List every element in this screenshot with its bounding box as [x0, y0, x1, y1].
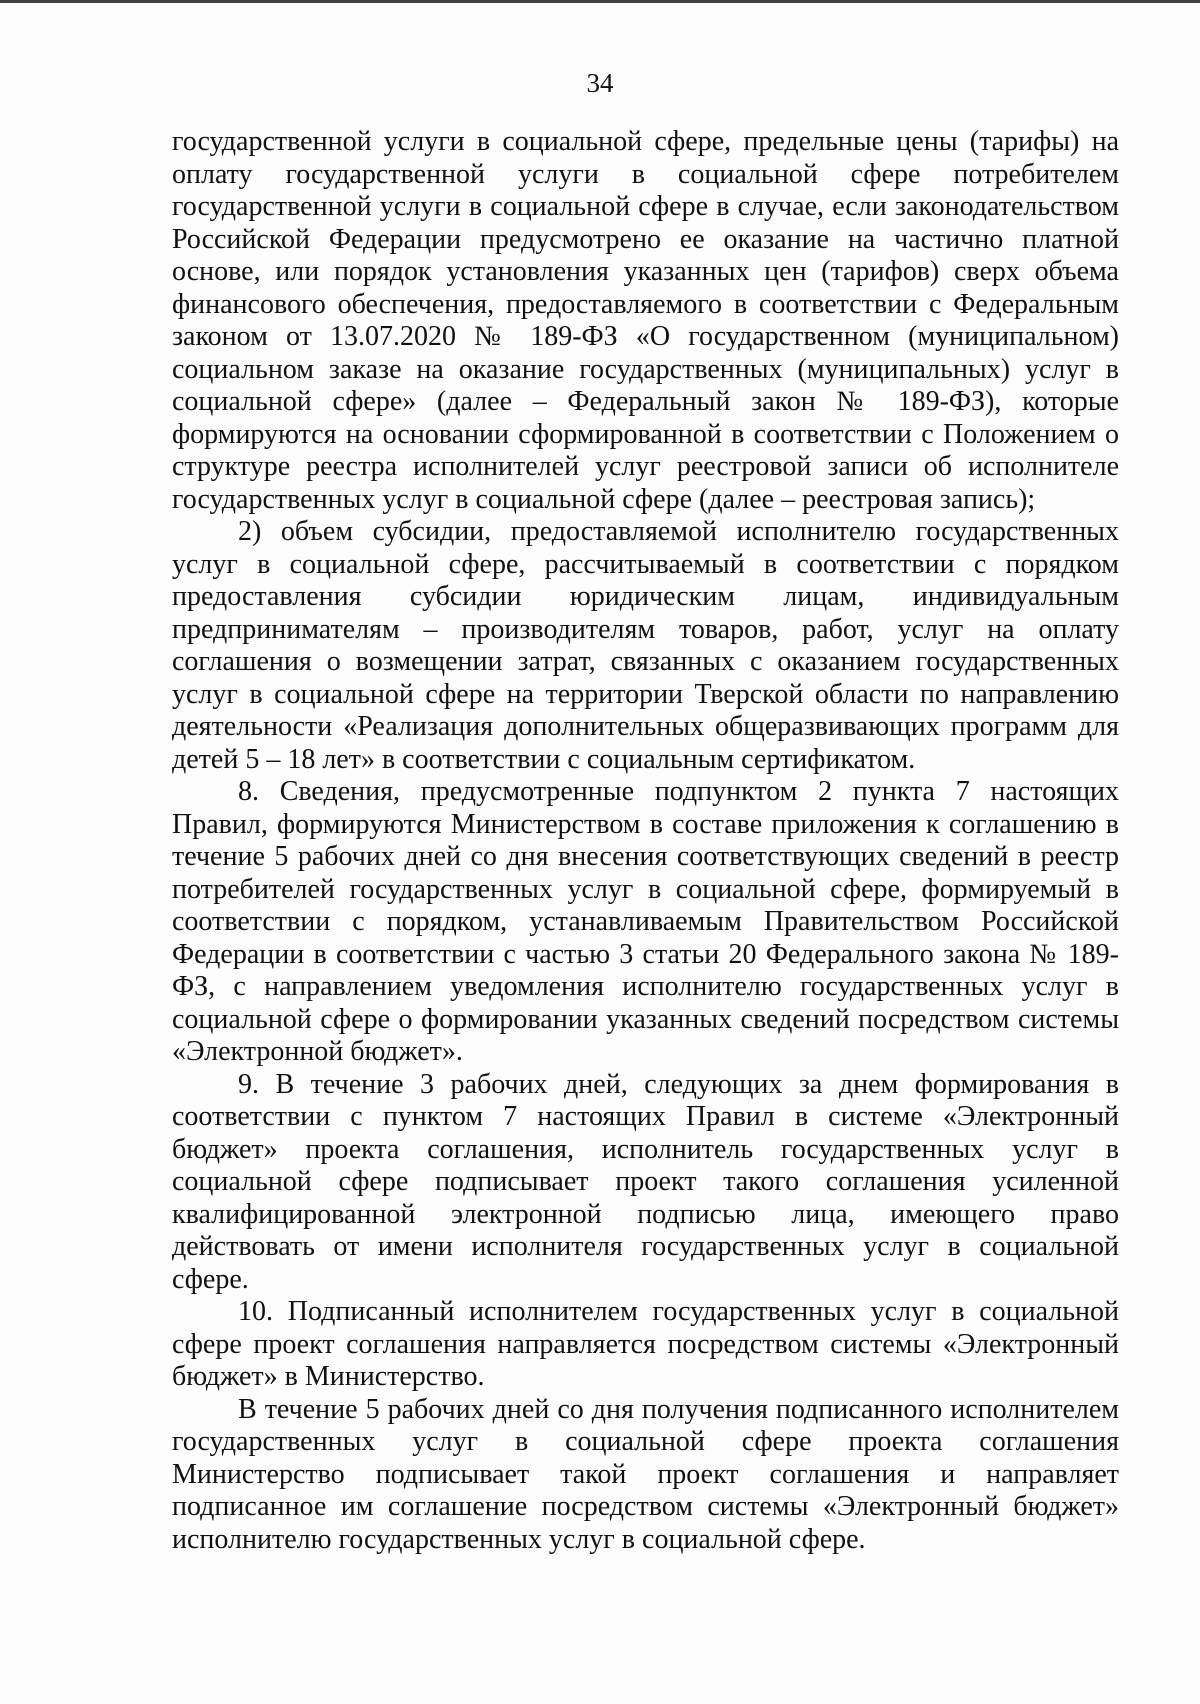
paragraph-item-9: 9. В течение 3 рабочих дней, следующих за днем формирования в соответствии с пунктом 7 настоящих Правил в системе «Электронный бюджет» проекта соглашения, исполнитель государственных услуг в социальной сфере подписывает проект такого соглашения усиленной квалифицированной электронной подписью лица, имеющего право действовать от имени исполнителя государственных услуг в социальной сфере.: [172, 1068, 1119, 1295]
paragraph-continuation: государственной услуги в социальной сфере, предельные цены (тарифы) на оплату государственной услуги в социальной сфере потребителем государственной услуги в социальной сфере в случае, если законодательством Российской Федерации предусмотрено ее оказание на частично платной основе, или порядок установления указанных цен (тарифов) сверх объема финансового обеспечения, предоставляемого в соответствии с Федеральным законом от 13.07.2020 № 189-ФЗ «О государственном (муниципальном) социальном заказе на оказание государственных (муниципальных) услуг в социальной сфере» (далее – Федеральный закон № 189-ФЗ), которые формируются на основании сформированной в соответствии с Положением о структуре реестра исполнителей услуг реестровой записи об исполнителе государственных услуг в социальной сфере (далее – реестровая запись);: [172, 126, 1119, 515]
paragraph-item-8: 8. Сведения, предусмотренные подпунктом 2 пункта 7 настоящих Правил, формируются Министерством в составе приложения к соглашению в течение 5 рабочих дней со дня внесения соответствующих сведений в реестр потребителей государственных услуг в социальной сфере, формируемый в соответствии с порядком, устанавливаемым Правительством Российской Федерации в соответствии с частью 3 статьи 20 Федерального закона № 189-ФЗ, с направлением уведомления исполнителю государственных услуг в социальной сфере о формировании указанных сведений посредством системы «Электронной бюджет».: [172, 776, 1119, 1067]
document-body: [172, 126, 1119, 1556]
page-number: 34: [586, 68, 614, 98]
scan-top-edge: [0, 0, 1200, 3]
paragraph-subitem-2: 2) объем субсидии, предоставляемой исполнителю государственных услуг в социальной сфере, рассчитываемый в соответствии с порядком предоставления субсидии юридическим лицам, индивидуальным предпринимателям – производителям товаров, работ, услуг на оплату соглашения о возмещении затрат, связанных с оказанием государственных услуг в социальной сфере на территории Тверской области по направлению деятельности «Реализация дополнительных общеразвивающих программ для детей 5 – 18 лет» в соответствии с социальным сертификатом.: [172, 516, 1119, 775]
paragraph-item-10: 10. Подписанный исполнителем государственных услуг в социальной сфере проект соглашения направляется посредством системы «Электронный бюджет» в Министерство.: [172, 1296, 1119, 1392]
paragraph-item-10-continued: В течение 5 рабочих дней со дня получения подписанного исполнителем государственных услуг в социальной сфере проекта соглашения Министерство подписывает такой проект соглашения и направляет подписанное им соглашение посредством системы «Электронный бюджет» исполнителю государственных услуг в социальной сфере.: [172, 1393, 1119, 1555]
